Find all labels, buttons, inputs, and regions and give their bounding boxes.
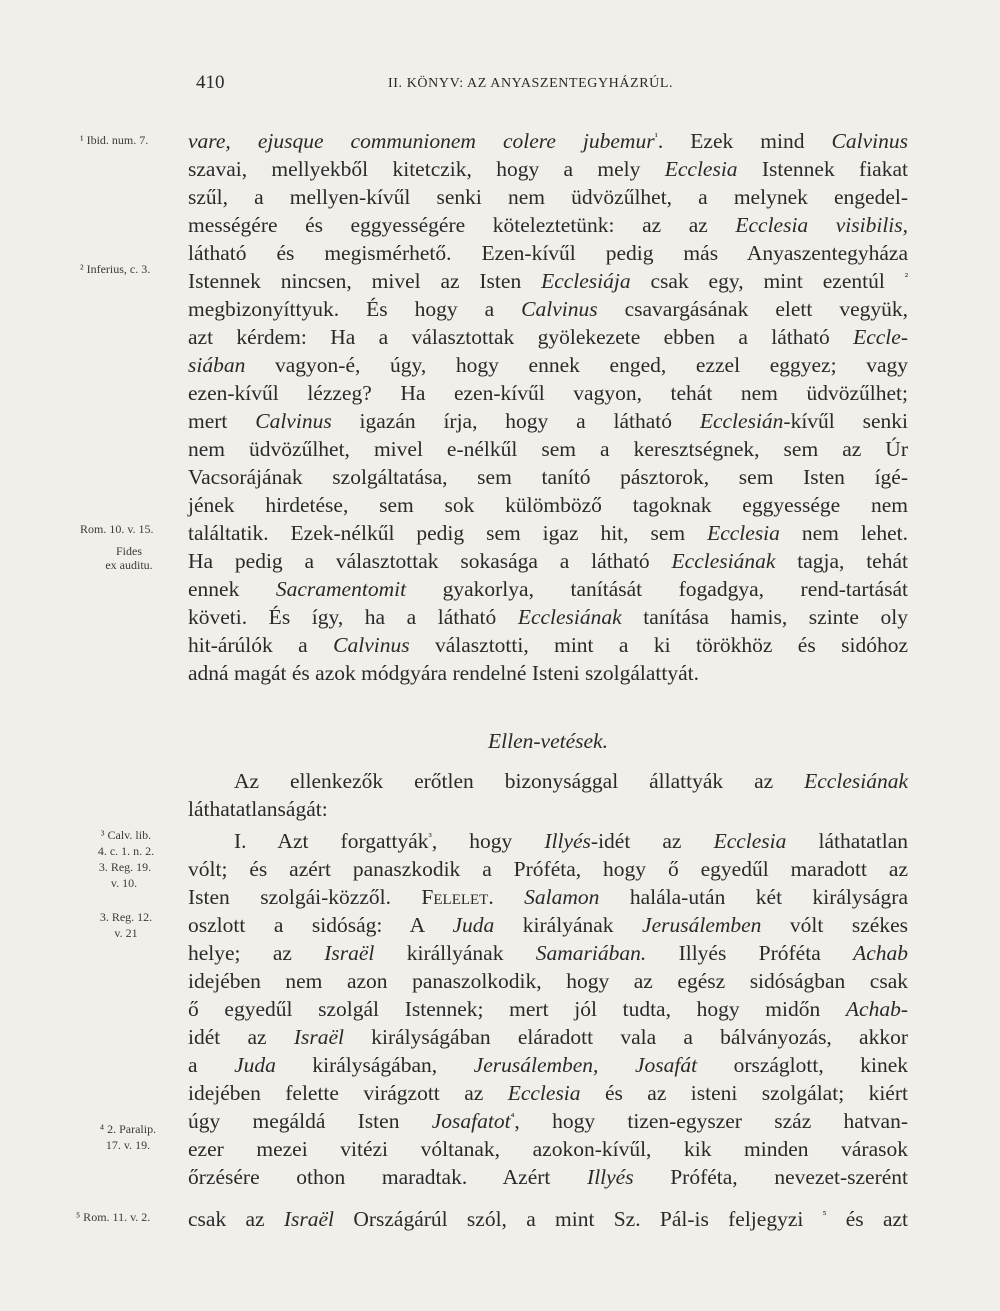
margin-note: v. 21 (114, 926, 138, 940)
text-line: Vacsorájának szolgáltatása, sem tanító pásztorok, sem Isten ígé- (188, 465, 908, 489)
text-line: szavai, mellyekből kitetczik, hogy a mely Ecclesia Istennek fiakat (188, 157, 908, 181)
margin-note: ¹ Ibid. num. 7. (80, 133, 149, 147)
text-line: idejében nem azon panaszolkodik, hogy az egész sidóságban csak (188, 969, 908, 993)
page-number: 410 (196, 72, 225, 93)
margin-note: ⁴ 2. Paralip. (99, 1122, 157, 1136)
text-line: a Juda királyságában, Jerusálemben, Josafát országlott, kinek (188, 1053, 909, 1077)
text-line: ezer mezei vitézi vóltanak, azokon-kívűl, kik minden várasok (188, 1137, 908, 1161)
text-line: I. Azt forgattyák$^{^3}$, hogy Illyés-idét az Ecclesia láthatatlan (234, 829, 909, 853)
text-line: Isten szolgái-közzől. Felelet. Salamon halála-után két királyságra (188, 885, 908, 909)
text-line: azt kérdem: Ha a választottak gyölekezete ebben a látható Eccle- (188, 325, 908, 349)
margin-note: ³ Calv. lib. (100, 828, 152, 842)
text-line: idét az Israël királyságában eláradott vala a bálványozás, akkor (188, 1025, 909, 1049)
section-heading: Ellen-vetések. (488, 729, 608, 753)
margin-note: Fides (115, 544, 142, 558)
text-line: hit-árúlók a Calvinus választotti, mint a ki törökhöz és sidóhoz (188, 633, 908, 657)
text-line: ezen-kívűl lézzeg? Ha ezen-kívűl vagyon, tehát nem üdvözűlhet; (188, 381, 908, 405)
text-line: találtatik. Ezek-nélkűl pedig sem igaz hit, sem Ecclesia nem lehet. (188, 521, 908, 545)
text-line: mességére és eggyességére köteleztetünk: az az Ecclesia visibilis, (188, 213, 909, 237)
text-line: mert Calvinus igazán írja, hogy a látható Ecclesián-kívűl senki (188, 409, 908, 433)
text-line: jének hirdetése, sem sok külömböző tagoknak eggyessége nem (188, 493, 908, 517)
text-line: követi. És így, ha a látható Ecclesiának tanítása hamis, szinte oly (188, 605, 908, 629)
margin-note: 3. Reg. 19. (98, 860, 152, 874)
margin-note: Rom. 10. v. 15. (80, 522, 154, 536)
text-line: siában vagyon-é, úgy, hogy ennek enged, ezzel eggyez; vagy (188, 353, 908, 377)
text-line: láthatatlanságát: (188, 797, 328, 821)
text-line: látható és megismérhető. Ezen-kívűl pedig más Anyaszentegyháza (188, 241, 908, 265)
text-line: csak az Israël Országárúl szól, a mint Sz. Pál-is feljegyzi $^{^5}$ és azt (188, 1207, 908, 1231)
text-line: nem üdvözűlhet, mivel e-nélkűl sem a keresztségnek, sem az Úr (188, 437, 908, 461)
margin-note: 4. c. 1. n. 2. (97, 844, 155, 858)
text-line: adná magát és azok módgyára rendelné Isteni szolgálattyát. (188, 661, 700, 685)
text-line: oszlott a sidóság: A Juda királyának Jerusálemben vólt székes (188, 913, 908, 937)
text-line: őrzésére othon maradtak. Azért Illyés Próféta, nevezet-szerént (188, 1165, 908, 1189)
text-line: ennek Sacramentomit gyakorlya, tanítását fogadgya, rend-tartását (188, 577, 908, 601)
text-line: vare, ejusque communionem colere jubemur$^{^1}$. Ezek mind Calvinus (188, 129, 908, 153)
margin-note: ² Inferius, c. 3. (80, 262, 151, 276)
running-head: II. KÖNYV: AZ ANYASZENTEGYHÁZRÚL. (388, 76, 674, 91)
text-line: idejében felette virágzott az Ecclesia és az isteni szolgálat; kiért (188, 1081, 908, 1105)
text-line: Ha pedig a választottak sokasága a látható Ecclesiának tagja, tehát (188, 549, 908, 573)
text-line: szűl, a mellyen-kívűl senki nem üdvözűlhet, a melynek engedel- (188, 185, 908, 209)
text-line: ő egyedűl szolgál Istennek; mert jól tudta, hogy midőn Achab- (188, 997, 908, 1021)
margin-note: v. 10. (110, 876, 138, 890)
margin-note: 3. Reg. 12. (99, 910, 153, 924)
text-line: úgy megáldá Isten Josafatot$^{^4}$, hogy tizen-egyszer száz hatvan- (188, 1109, 909, 1133)
text-line: Istennek nincsen, mivel az Isten Ecclesiája csak egy, mint ezentúl $^{^2}$ (188, 269, 908, 293)
text-line: helye; az Israël királlyának Samariában. Illyés Próféta Achab (188, 941, 908, 965)
margin-note: ⁵ Rom. 11. v. 2. (76, 1210, 151, 1224)
text-line: vólt; és azért panaszkodik a Próféta, hogy ő egyedűl maradott az (188, 857, 908, 881)
margin-note: ex auditu. (105, 558, 153, 572)
text-line: megbizonyíttyuk. És hogy a Calvinus csavargásának elett vegyük, (188, 297, 909, 321)
text-line: Az ellenkezők erőtlen bizonysággal állattyák az Ecclesiának (234, 769, 908, 793)
margin-note: 17. v. 19. (105, 1138, 151, 1152)
